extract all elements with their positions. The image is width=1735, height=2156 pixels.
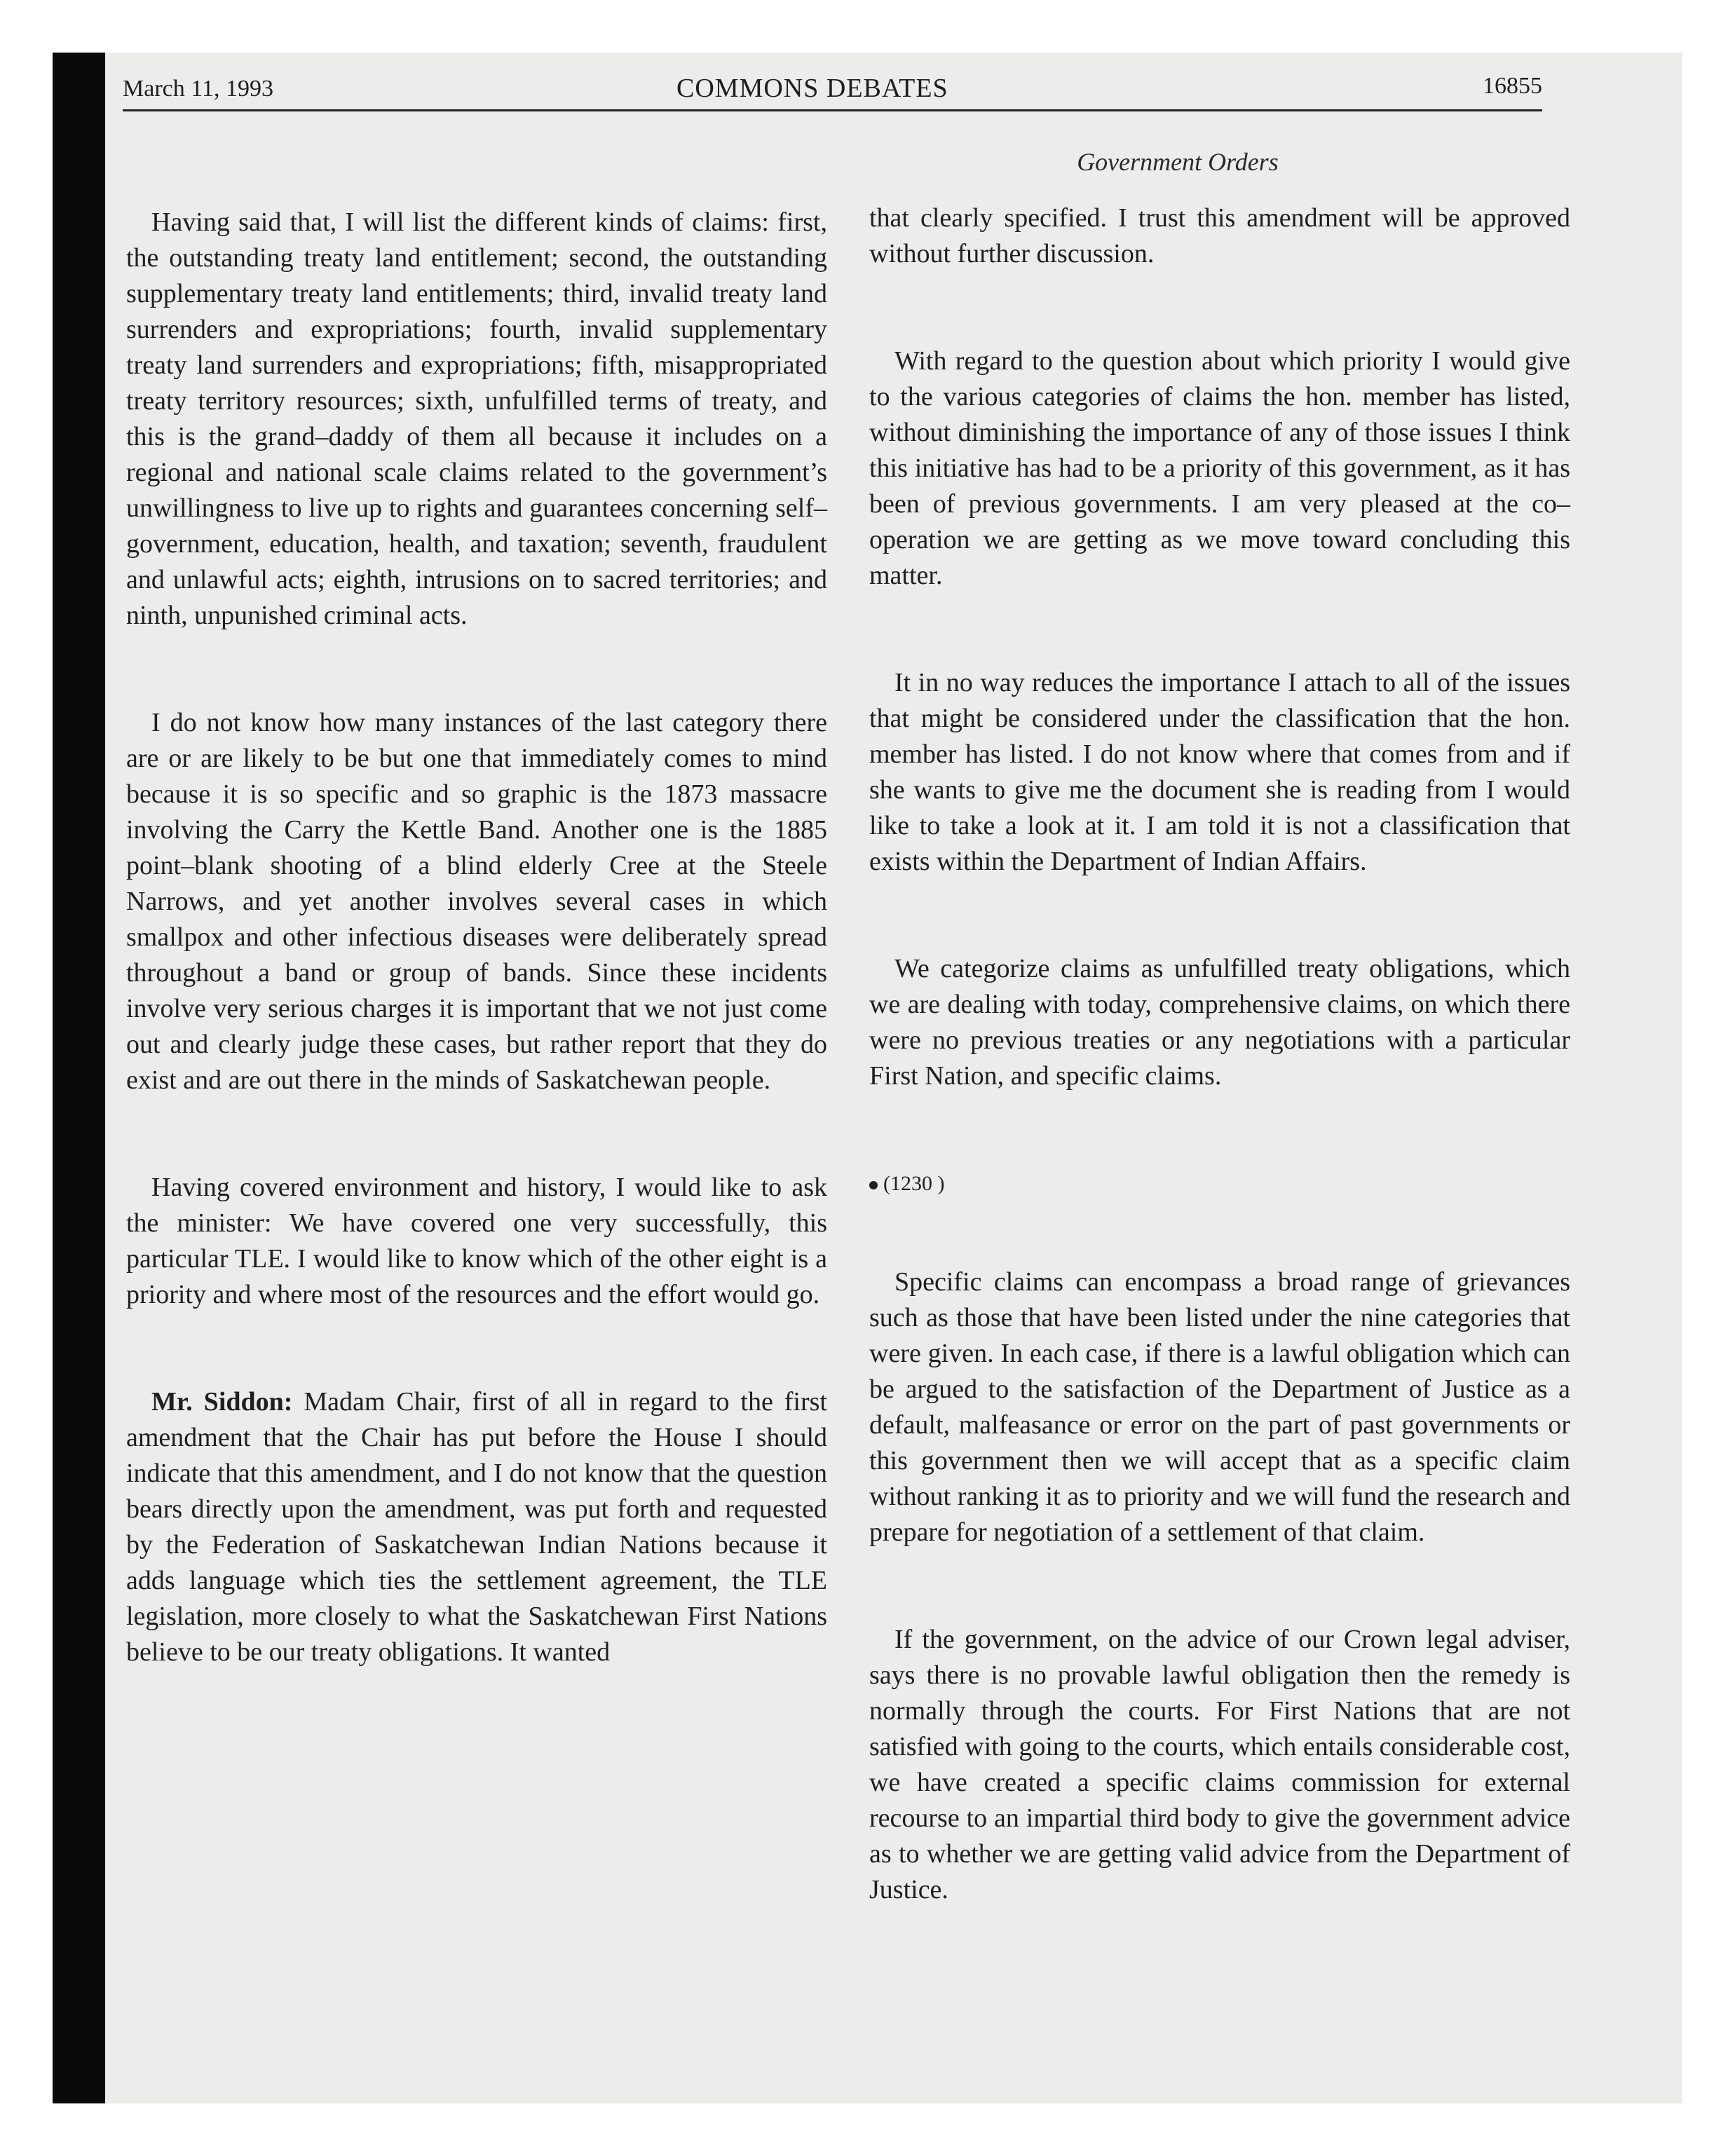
left-column (126, 205, 827, 1742)
paragraph: Having said that, I will list the different kinds of claims: first, the outstanding treaty land entitlement; second, the outstanding supplementary treaty land entitlements; third, invalid treaty land surrenders and expropriations; fourth, invalid supplementary treaty land surrenders and expropriations; fifth, misappropriated treaty territory resources; sixth, unfulfilled terms of treaty, and this is the grand–daddy of them all because it includes on a regional and national scale claims related to the government’s unwillingness to live up to rights and guarantees concerning self–government, education, health, and taxation; seventh, fraudulent and unlawful acts; eighth, intrusions on to sacred territories; and ninth, unpunished criminal acts. (126, 207, 827, 630)
scan-edge-strip (53, 53, 105, 2103)
header-journal-title: COMMONS DEBATES (676, 74, 948, 103)
time-marker (869, 1166, 1570, 1201)
page-header (123, 70, 1542, 111)
bullet-icon (869, 1181, 878, 1189)
right-column (869, 200, 1570, 1979)
paragraph: Having covered environment and history, I would like to ask the minister: We have covered one very successfully, this particular TLE. I would like to know which of the other eight is a priority and where most of the resources and the effort would go. (126, 1173, 827, 1309)
header-page-number: 16855 (1483, 73, 1542, 99)
time-marker-text: (1230 ) (883, 1172, 945, 1195)
section-title: Government Orders (1077, 148, 1279, 176)
paragraph: I do not know how many instances of the last category there are or are likely to be but one that immediately comes to mind because it is so specific and so graphic is the 1873 massacre involving the Carry the Kettle Band. Another one is the 1885 point–blank shooting of a blind elderly Cree at the Steele Narrows, and yet another involves several cases in which smallpox and other infectious diseases were deliberately spread throughout a band or group of bands. Since these incidents involve very serious charges it is important that we not just come out and clearly judge these cases, but rather report that they do exist and are out there in the minds of Saskatchewan people. (126, 708, 827, 1095)
paragraph: If the government, on the advice of our Crown legal adviser, says there is no provable lawful obligation then the remedy is normally through the courts. For First Nations that are not satisfied with going to the courts, which entails considerable cost, we have created a specific claims commission for external recourse to an impartial third body to give the government advice as to whether we are getting valid advice from the Department of Justice. (869, 1625, 1570, 1904)
speaker-text: Madam Chair, first of all in regard to the first amendment that the Chair has put before the House I should indicate that this amendment, and I do not know that the question bears directly upon the amendment, was put forth and requested by the Federation of Saskatchewan Indian Nations because it adds language which ties the settlement agreement, the TLE legislation, more closely to what the Saskatchewan First Nations believe to be our treaty obligations. It wanted (126, 1387, 827, 1667)
paragraph: Specific claims can encompass a broad range of grievances such as those that have been listed under the nine categories that were given. In each case, if there is a lawful obligation which can be argued to the satisfaction of the Department of Justice as a default, malfeasance or error on the part of past governments or this government then we will accept that as a specific claim without ranking it as to priority and we will fund the research and prepare for negotiation of a settlement of that claim. (869, 1267, 1570, 1547)
speaker-name: Mr. Siddon: (151, 1387, 293, 1417)
paragraph-continuation: that clearly specified. I trust this amendment will be approved without further discussion. (869, 203, 1570, 268)
paragraph: It in no way reduces the importance I attach to all of the issues that might be considered under the classification that the hon. member has listed. I do not know where that comes from and if she wants to give me the document she is reading from I would like to take a look at it. I am told it is not a classification that exists within the Department of Indian Affairs. (869, 668, 1570, 876)
speaker-paragraph (126, 1384, 827, 1670)
header-date: March 11, 1993 (123, 76, 273, 102)
paragraph: With regard to the question about which priority I would give to the various categories of claims the hon. member has listed, without diminishing the importance of any of those issues I think this initiative has had to be a priority of this government, as it has been of previous governments. I am very pleased at the co–operation we are getting as we move toward concluding this matter. (869, 346, 1570, 590)
paragraph: We categorize claims as unfulfilled treaty obligations, which we are dealing with today, comprehensive claims, on which there were no previous treaties or any negotiations with a particular First Nation, and specific claims. (869, 954, 1570, 1091)
